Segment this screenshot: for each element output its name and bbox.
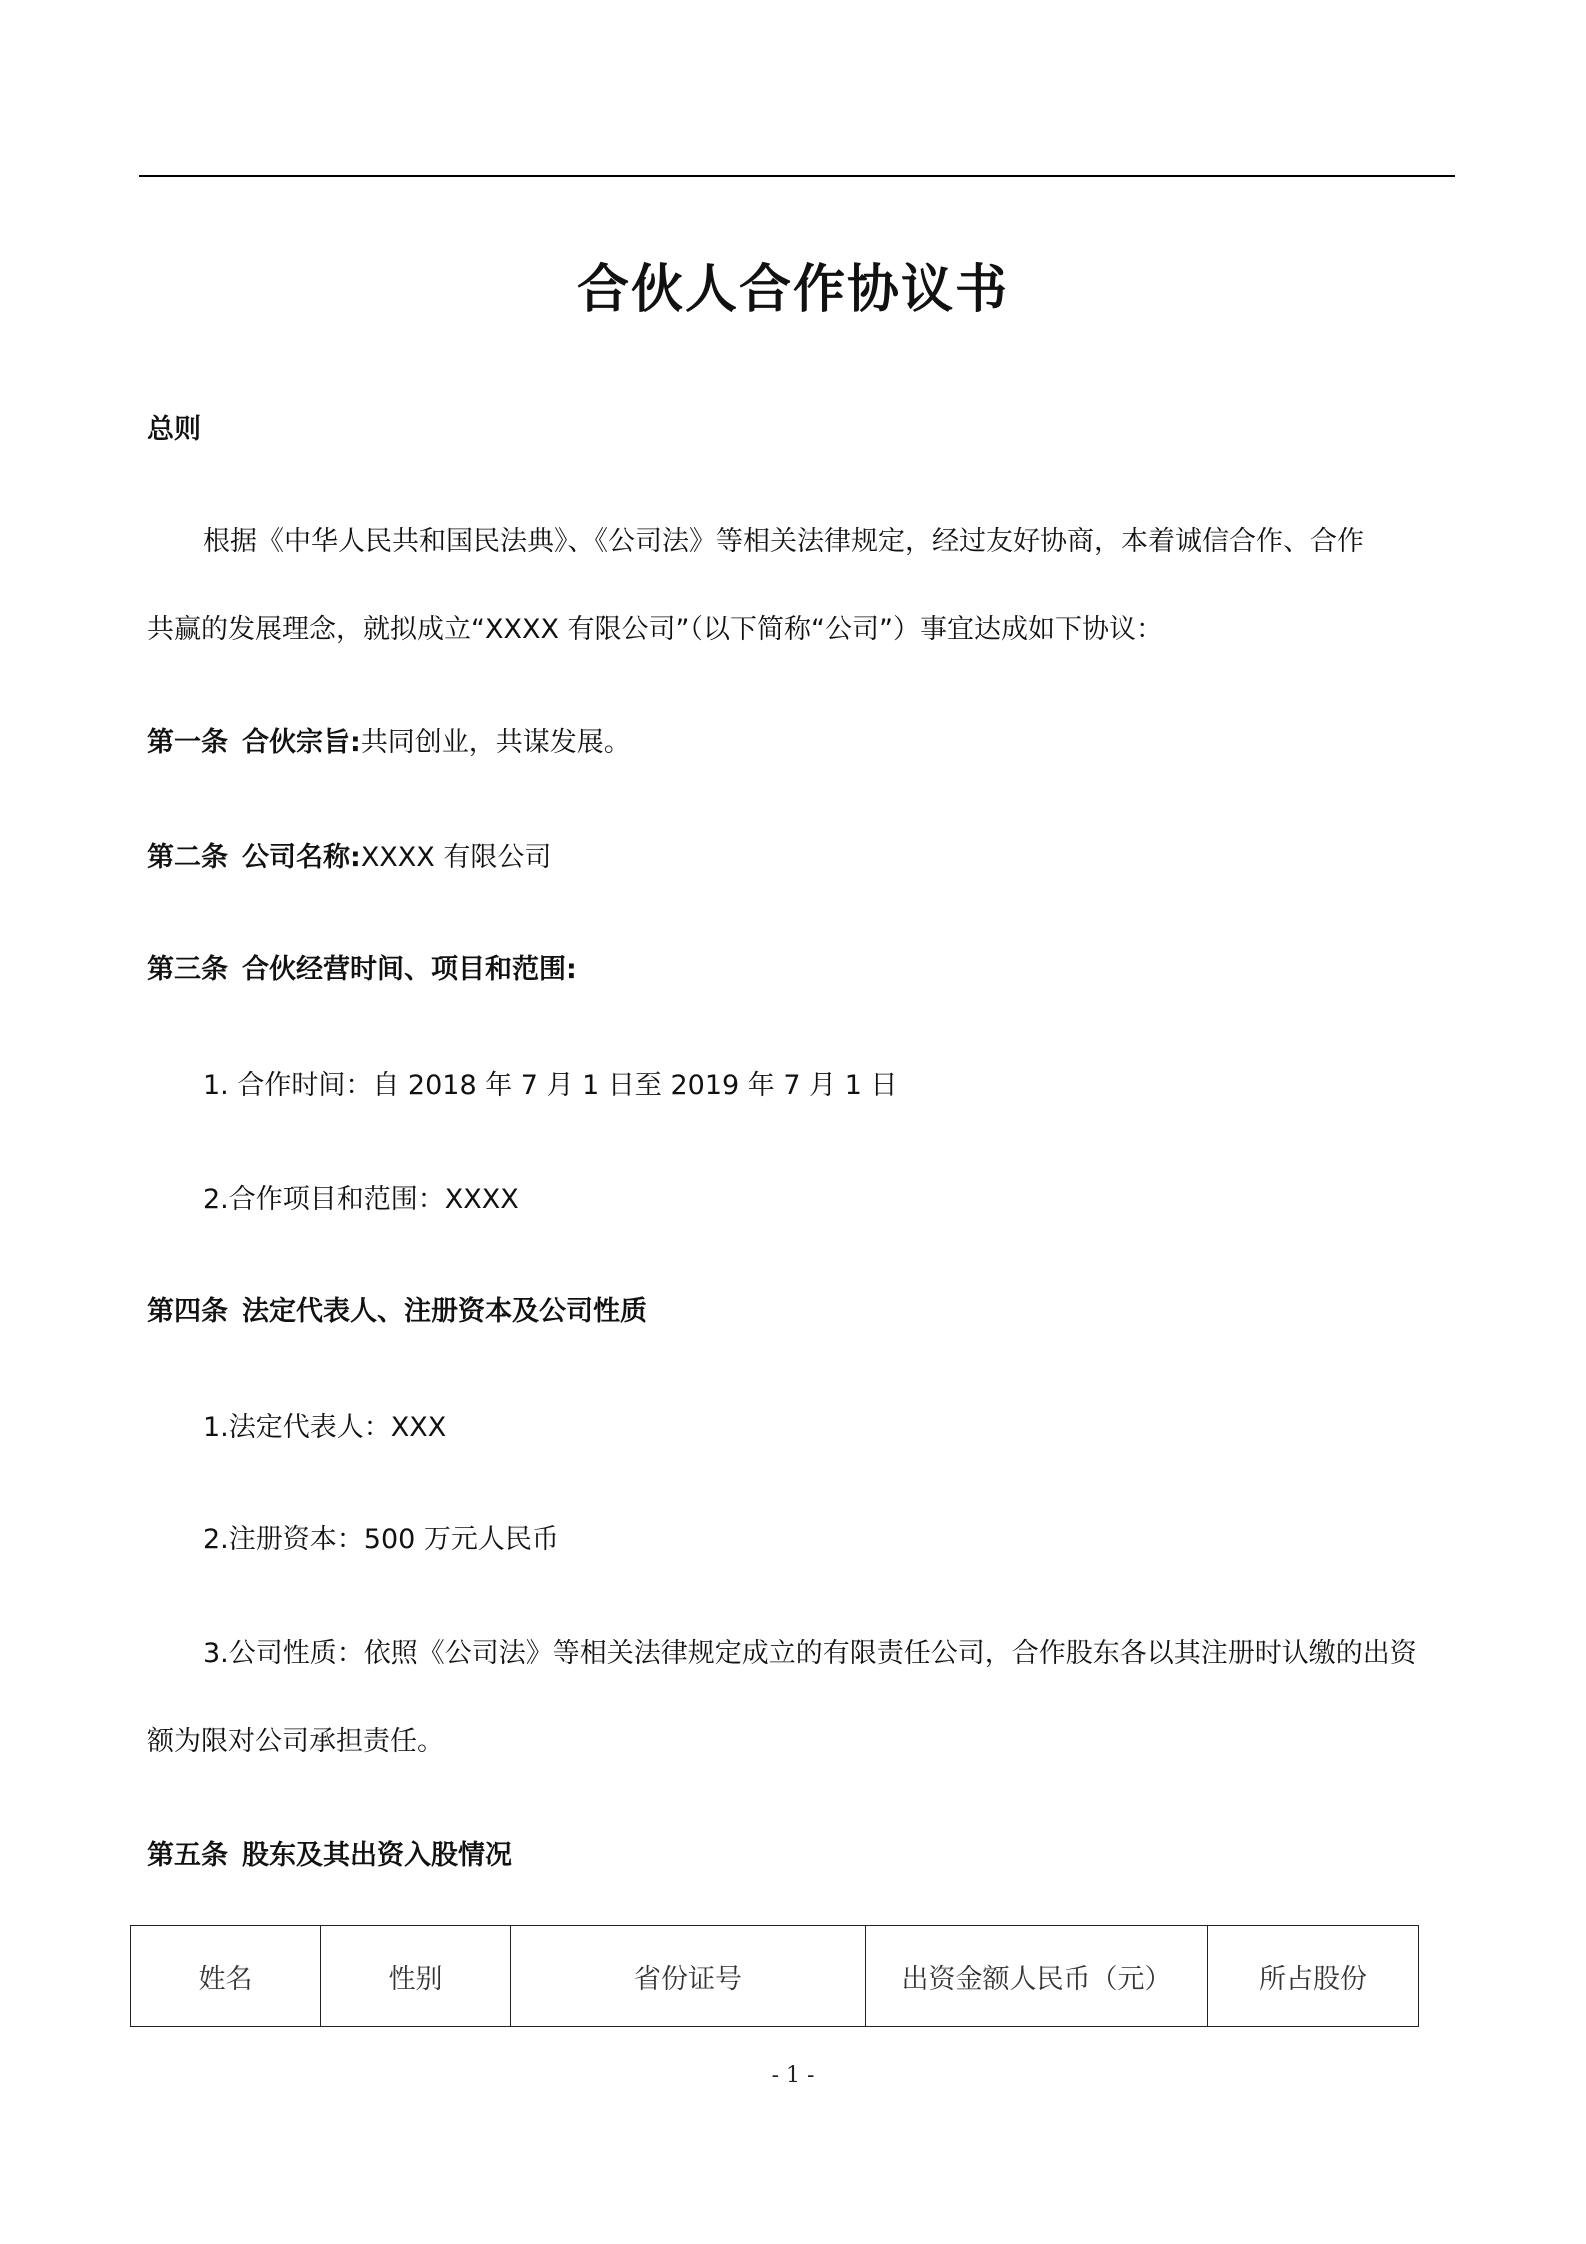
intro-paragraph-line-1: 根据《中华人民共和国民法典》、《公司法》等相关法律规定，经过友好协商，本着诚信合作、合作 bbox=[203, 526, 1364, 557]
table-header-contribution-amount: 出资金额人民币（元） bbox=[866, 1926, 1208, 2027]
section-heading: 总则 bbox=[147, 414, 201, 445]
article-2-body: XXXX 有限公司 bbox=[360, 842, 552, 873]
article-3-item-1: 1. 合作时间：自 2018 年 7 月 1 日至 2019 年 7 月 1 日 bbox=[203, 1070, 898, 1101]
article-4-label: 第四条 bbox=[147, 1296, 228, 1327]
article-4-item-1: 1.法定代表人：XXX bbox=[203, 1412, 447, 1443]
intro-paragraph-line-2: 共赢的发展理念，就拟成立“XXXX 有限公司”（以下简称“公司”）事宜达成如下协议： bbox=[147, 614, 1164, 645]
table-header-name: 姓名 bbox=[131, 1926, 321, 2027]
article-3 bbox=[147, 950, 577, 990]
article-3-label: 第三条 bbox=[147, 954, 228, 985]
table-header-gender: 性别 bbox=[321, 1926, 511, 2027]
article-1 bbox=[147, 723, 631, 763]
shareholder-table bbox=[130, 1925, 1419, 2027]
article-2 bbox=[147, 838, 551, 878]
article-5-title: 股东及其出资入股情况 bbox=[242, 1840, 512, 1871]
article-3-item-2: 2.合作项目和范围：XXXX bbox=[203, 1184, 519, 1215]
table-header-row bbox=[131, 1926, 1419, 2027]
article-4-item-2: 2.注册资本：500 万元人民币 bbox=[203, 1524, 559, 1555]
article-2-title: 公司名称: bbox=[242, 842, 361, 873]
article-4-title: 法定代表人、注册资本及公司性质 bbox=[242, 1296, 647, 1327]
article-5-label: 第五条 bbox=[147, 1840, 228, 1871]
article-4-item-3-line-2: 额为限对公司承担责任。 bbox=[147, 1726, 444, 1757]
page-number: - 1 - bbox=[771, 2063, 815, 2088]
article-3-title: 合伙经营时间、项目和范围: bbox=[242, 954, 577, 985]
article-4-item-3-line-1: 3.公司性质：依照《公司法》等相关法律规定成立的有限责任公司，合作股东各以其注册时认缴的出资 bbox=[203, 1638, 1417, 1669]
table-header-share: 所占股份 bbox=[1208, 1926, 1419, 2027]
table-header-id-number: 省份证号 bbox=[511, 1926, 866, 2027]
document-title: 合伙人合作协议书 bbox=[576, 260, 1009, 320]
header-rule bbox=[139, 175, 1455, 177]
article-1-body: 共同创业，共谋发展。 bbox=[360, 727, 631, 758]
article-5 bbox=[147, 1836, 512, 1876]
article-4 bbox=[147, 1292, 647, 1332]
article-2-label: 第二条 bbox=[147, 842, 228, 873]
article-1-title: 合伙宗旨: bbox=[242, 727, 361, 758]
article-1-label: 第一条 bbox=[147, 727, 228, 758]
